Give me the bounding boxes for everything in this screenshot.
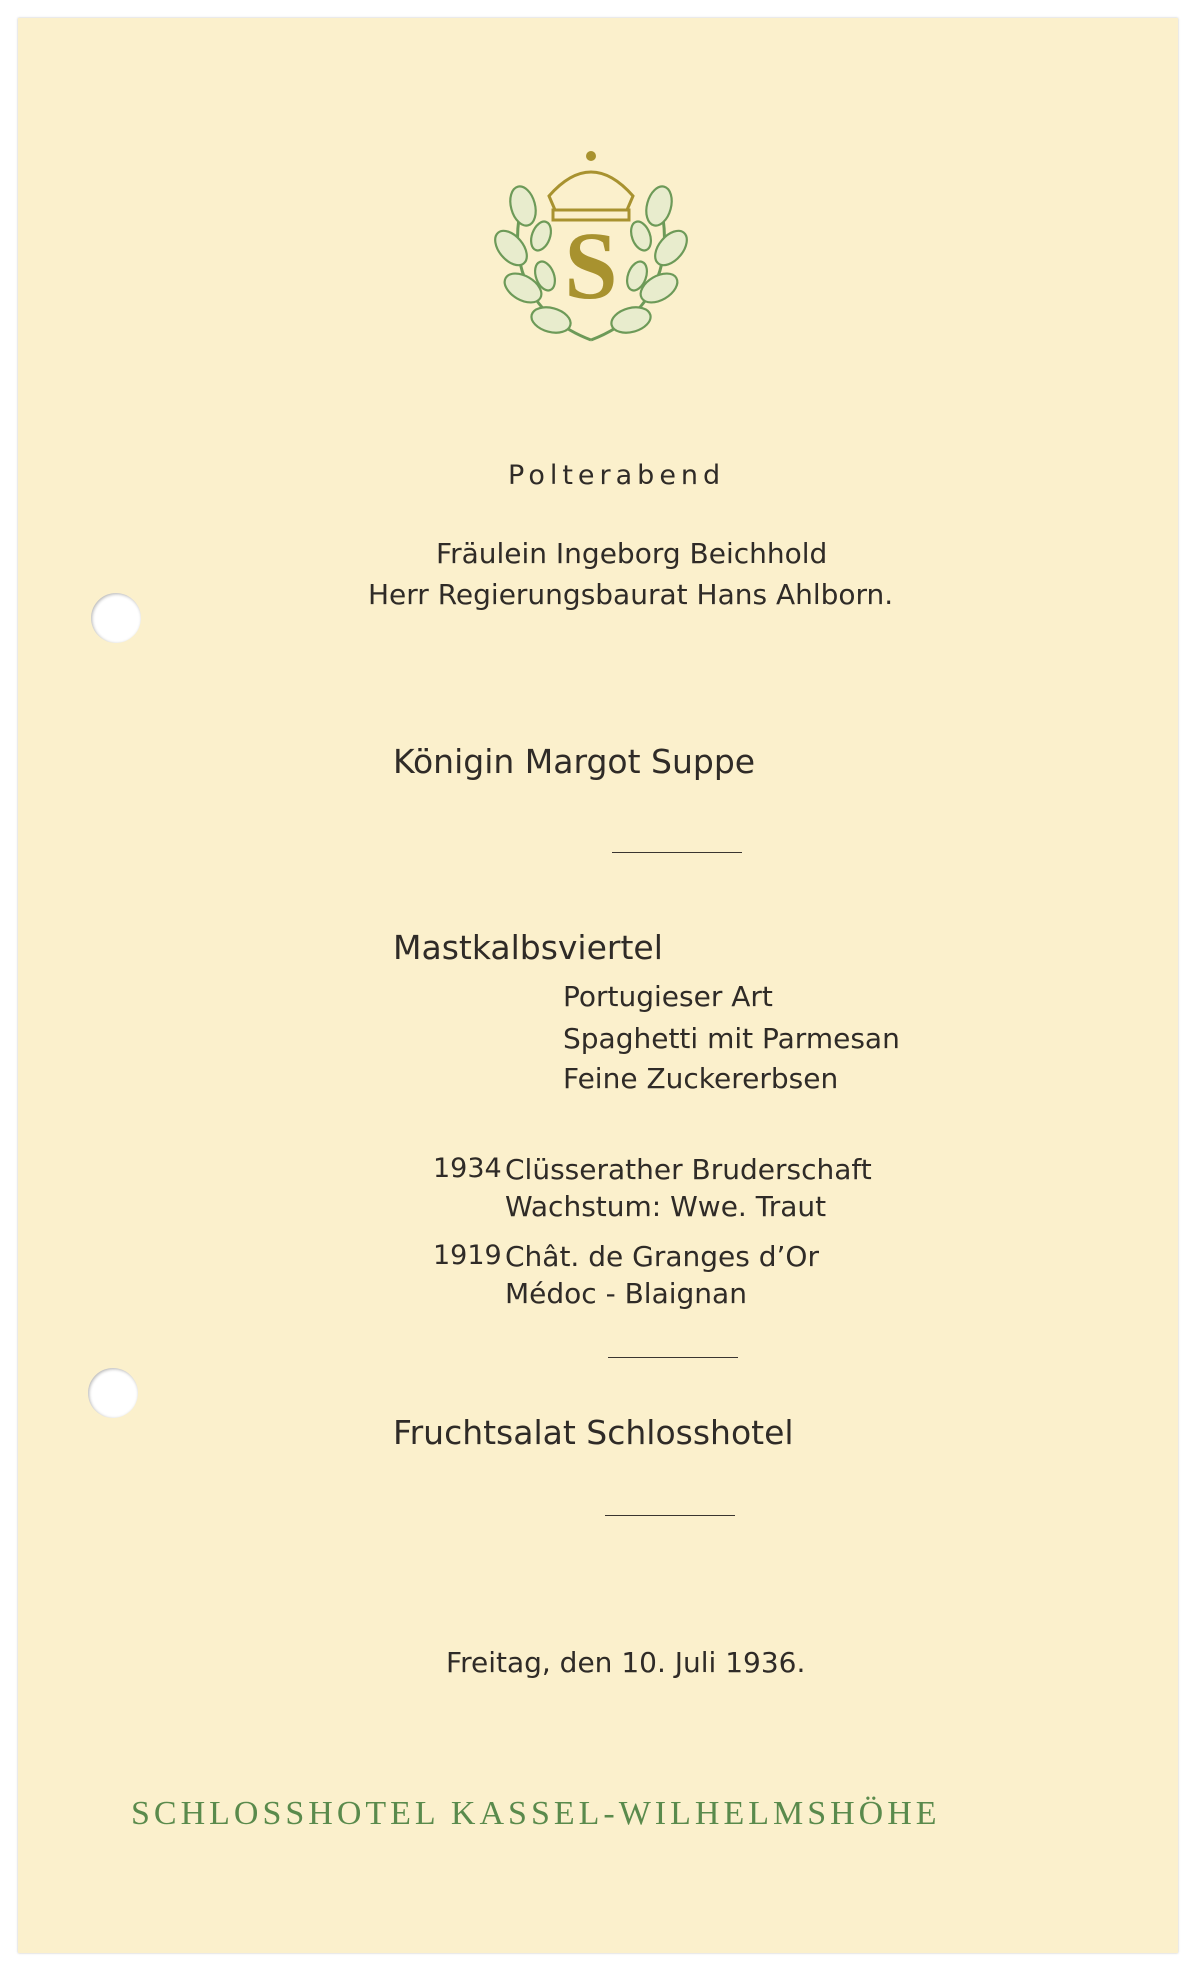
wine-detail: Médoc - Blaignan [505,1277,747,1310]
crest-emblem [493,148,689,348]
divider-3 [605,1515,735,1516]
wine-year: 1919 [433,1240,502,1271]
punch-hole-bottom [88,1368,138,1418]
page-title: Polterabend [508,460,726,491]
wine-name: Clüsserather Bruderschaft [505,1153,872,1186]
punch-hole-top [91,593,141,643]
event-date: Freitag, den 10. Juli 1936. [446,1646,806,1679]
wine-detail: Wachstum: Wwe. Traut [505,1190,827,1223]
wine-year: 1934 [433,1153,502,1184]
crest-monogram: S [564,212,618,319]
groom-name: Herr Regierungsbaurat Hans Ahlborn. [368,578,894,611]
hotel-name: SCHLOSSHOTEL KASSEL-WILHELMSHÖHE [131,1795,941,1832]
dessert-course: Fruchtsalat Schlosshotel [393,1413,794,1452]
bride-name: Fräulein Ingeborg Beichhold [436,537,828,570]
divider-1 [612,852,742,853]
soup-course: Königin Margot Suppe [393,742,756,781]
side-dish: Feine Zuckererbsen [563,1062,839,1095]
side-dish: Portugieser Art [563,980,773,1013]
divider-2 [608,1357,738,1358]
side-dish: Spaghetti mit Parmesan [563,1022,900,1055]
wine-name: Chât. de Granges d’Or [505,1240,819,1273]
main-course: Mastkalbsviertel [393,928,663,967]
